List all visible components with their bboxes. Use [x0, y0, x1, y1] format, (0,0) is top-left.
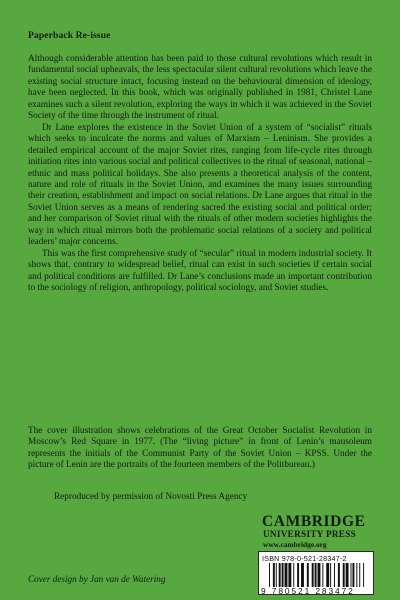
description-paragraph: Although considerable attention has been paid to those cultural revolutions which result in fundamental social upheavals, the less spectacular silent cultural revolutions which leave the existing social structure intact, focusing instead on the behavioural dimension of ideology, have been neglected. In this book, which was originally published in 1981, Christel Lane examines such a silent revolution, exploring the ways in which it was achieved in the Soviet Society of the time through the instrument of ritual. — [28, 54, 372, 122]
description-paragraph: This was the first comprehensive study of “secular” ritual in modern industrial society. It shows that, contrary to widespread belief, ritual can exist in such societies if certain social and political conditions are fulfilled. Dr Lane’s conclusions made an important contribution to the sociology of religion, anthropology, political sociology, and Soviet studies. — [28, 248, 372, 294]
isbn-label: ISBN 978-0-521-28347-2 — [262, 554, 347, 563]
isbn-barcode — [258, 551, 374, 595]
cover-illustration-note: The cover illustration shows celebrations of the Great October Socialist Revolution in Moscow’s Red Square in 1977. (The “living picture” in front of Lenin’s mausoleum represents the initials of the Communist Party of the Soviet Union – KPSS. Under the picture of Lenin are the portraits of the fourteen members of the Politbureau.) — [28, 426, 372, 471]
credit-designer: Jan van de Watering — [90, 574, 166, 584]
barcode-digits: 9 780521 283472 — [261, 586, 355, 596]
barcode-bars — [269, 563, 367, 587]
publisher-name: CAMBRIDGE — [262, 513, 366, 530]
cover-design-credit — [28, 574, 165, 584]
permission-note: Reproduced by permission of Novosti Press Agency — [54, 492, 248, 502]
publisher-logo — [262, 514, 366, 549]
description-paragraph: Dr Lane explores the existence in the Soviet Union of a system of “socialist” rituals which seeks to inculcate the norms and values of Marxism – Leninism. She provides a detailed empirical account of the major Soviet rites, ranging from life-cycle rites through initiation rites into various social and political collectives to the ritual of seasonal, national – ethnic and mass political holidays. She also presents a theoretical analysis of the content, nature and role of rituals in the Soviet Union, and examines the many issues surrounding their creation, establishment and impact on social relations. Dr Lane argues that ritual in the Soviet Union serves as a means of rendering sacred the existing social and political order; and her comparison of Soviet ritual with the rituals of other modern societies highlights the way in which ritual mirrors both the problematic social relations of a society and political leaders’ major concerns. — [28, 122, 372, 248]
reissue-heading: Paperback Re-issue — [28, 30, 111, 41]
publisher-url: www.cambridge.org — [263, 540, 327, 549]
book-description — [28, 54, 372, 295]
credit-prefix: Cover design by — [28, 574, 88, 584]
publisher-press: UNIVERSITY PRESS — [263, 529, 357, 539]
